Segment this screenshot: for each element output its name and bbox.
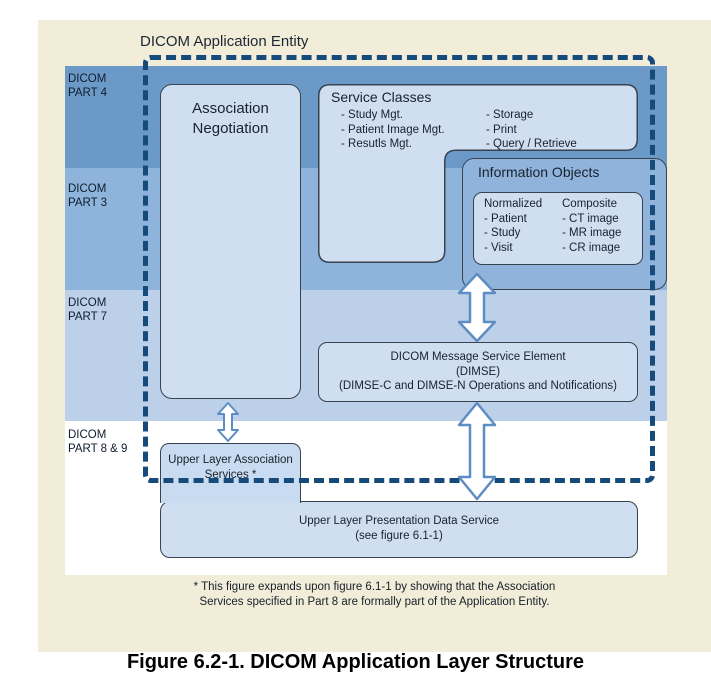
dimse-label-line: (DIMSE) <box>455 365 501 378</box>
band-label-part-3 <box>68 182 163 210</box>
normalized-column <box>484 197 542 255</box>
upper-layer-presentation-label-line: Upper Layer Presentation Data Service <box>298 515 500 527</box>
information-objects-title: Information Objects <box>478 164 600 180</box>
normalized-item: - Study <box>484 227 521 239</box>
dimse-label-line: (DIMSE-C and DIMSE-N Operations and Notifications) <box>338 380 617 392</box>
band-label-line: DICOM <box>68 183 107 195</box>
information-objects-list-box <box>473 192 643 265</box>
normalized-item: - Visit <box>484 241 513 254</box>
band-label-line: PART 7 <box>68 311 107 323</box>
band-label-line: PART 8 & 9 <box>68 443 128 455</box>
composite-item: - CT image <box>562 212 619 225</box>
footnote-line: * This figure expands upon figure 6.1-1 by showing that the Association <box>193 581 556 593</box>
upper-layer-association-label-line: Services * <box>204 468 257 481</box>
service-classes-title: Service Classes <box>331 89 432 105</box>
normalized-item: - Patient <box>484 212 527 225</box>
association-negotiation-box <box>160 84 301 399</box>
band-label-part-8-9 <box>68 428 163 456</box>
service-class-item: - Resutls Mgt. <box>341 138 412 150</box>
service-class-item: - Storage <box>486 109 534 121</box>
band-label-line: DICOM <box>68 297 107 309</box>
band-label-line: PART 4 <box>68 87 107 99</box>
association-negotiation-label-line: Negotiation <box>192 120 269 137</box>
band-label-line: PART 3 <box>68 197 107 209</box>
composite-item: - CR image <box>562 241 621 254</box>
band-label-line: DICOM <box>68 73 107 85</box>
figure-caption: Figure 6.2-1. DICOM Application Layer Structure <box>126 651 585 673</box>
service-classes-column-left <box>341 108 445 152</box>
service-class-item: - Query / Retrieve <box>486 138 577 150</box>
service-class-item: - Print <box>486 123 517 136</box>
entity-title: DICOM Application Entity <box>140 33 309 50</box>
upper-layer-association-label-line: Upper Layer Association <box>168 454 293 466</box>
dimse-label-line: DICOM Message Service Element <box>390 351 566 363</box>
upper-layer-presentation-box <box>160 501 638 558</box>
composite-header: Composite <box>562 198 617 210</box>
composite-item: - MR image <box>562 227 622 239</box>
band-label-part-4 <box>68 72 163 100</box>
normalized-header: Normalized <box>484 198 543 210</box>
band-label-line: DICOM <box>68 429 107 441</box>
composite-column <box>562 197 621 255</box>
footnote-line: Services specified in Part 8 are formally part of the Application Entity. <box>199 595 550 608</box>
footnote <box>38 580 711 609</box>
dimse-box <box>318 342 638 402</box>
service-class-item: - Study Mgt. <box>341 109 403 121</box>
upper-layer-association-services-box <box>160 443 301 503</box>
band-label-part-7 <box>68 296 163 324</box>
association-negotiation-label-line: Association <box>192 100 269 117</box>
service-classes-column-right <box>486 108 577 152</box>
service-class-item: - Patient Image Mgt. <box>341 123 445 136</box>
upper-layer-presentation-label-line: (see figure 6.1-1) <box>355 530 443 542</box>
information-objects-box <box>462 158 667 290</box>
